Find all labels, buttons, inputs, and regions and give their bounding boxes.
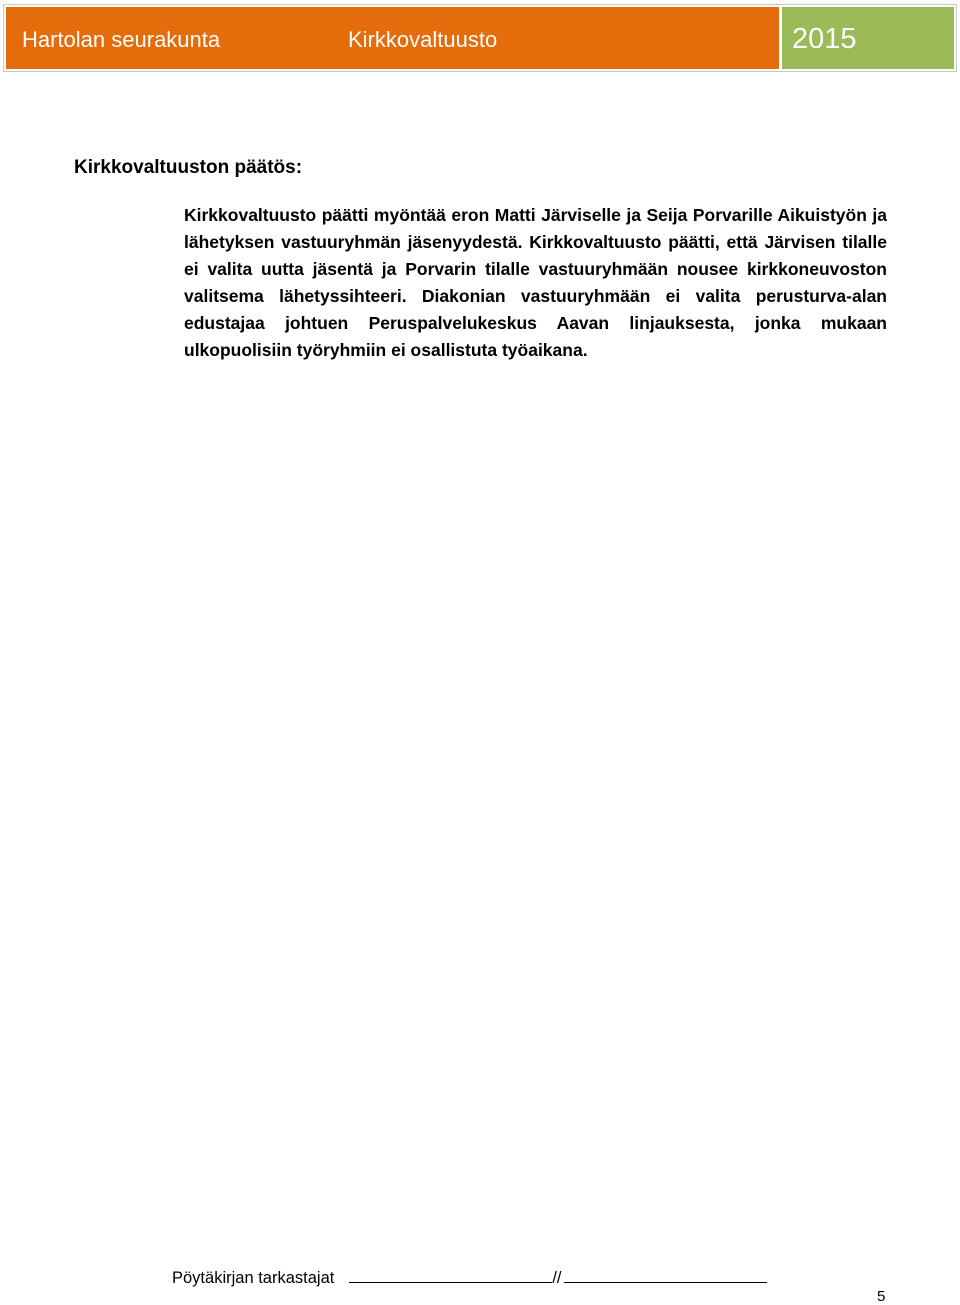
- signature-separator: //: [552, 1269, 562, 1287]
- signature-line-first: [349, 1265, 552, 1283]
- section-heading: Kirkkovaltuuston päätös:: [74, 157, 303, 178]
- signature-line-second: [564, 1265, 767, 1283]
- header-year-block: [782, 7, 954, 69]
- header-title-block: [6, 7, 779, 69]
- page-header: [3, 4, 957, 72]
- organization-name: Hartolan seurakunta: [22, 27, 221, 52]
- decision-paragraph: Kirkkovaltuusto päätti myöntää eron Matti Järviselle ja Seija Porvarille Aikuistyön ja lähetyksen vastuuryhmän jäsenyydestä. Kirkkovaltuusto päätti, että Järvisen tilalle ei valita uutta jäsentä ja Porvarin tilalle vastuuryhmään nousee kirkkoneuvoston valitsema lähetyssihteeri. Diakonian vastuuryhmään ei valita perusturva-alan edustajaa johtuen Peruspalvelukeskus Aavan linjauksesta, jonka mukaan ulkopuolisiin työryhmiin ei osallistuta työaikana.: [184, 205, 887, 360]
- page-number: 5: [877, 1288, 886, 1305]
- document-type: Kirkkovaltuusto: [348, 27, 498, 52]
- signature-label: Pöytäkirjan tarkastajat: [172, 1269, 335, 1287]
- signature-footer: [172, 1265, 767, 1288]
- document-year: 2015: [792, 23, 857, 55]
